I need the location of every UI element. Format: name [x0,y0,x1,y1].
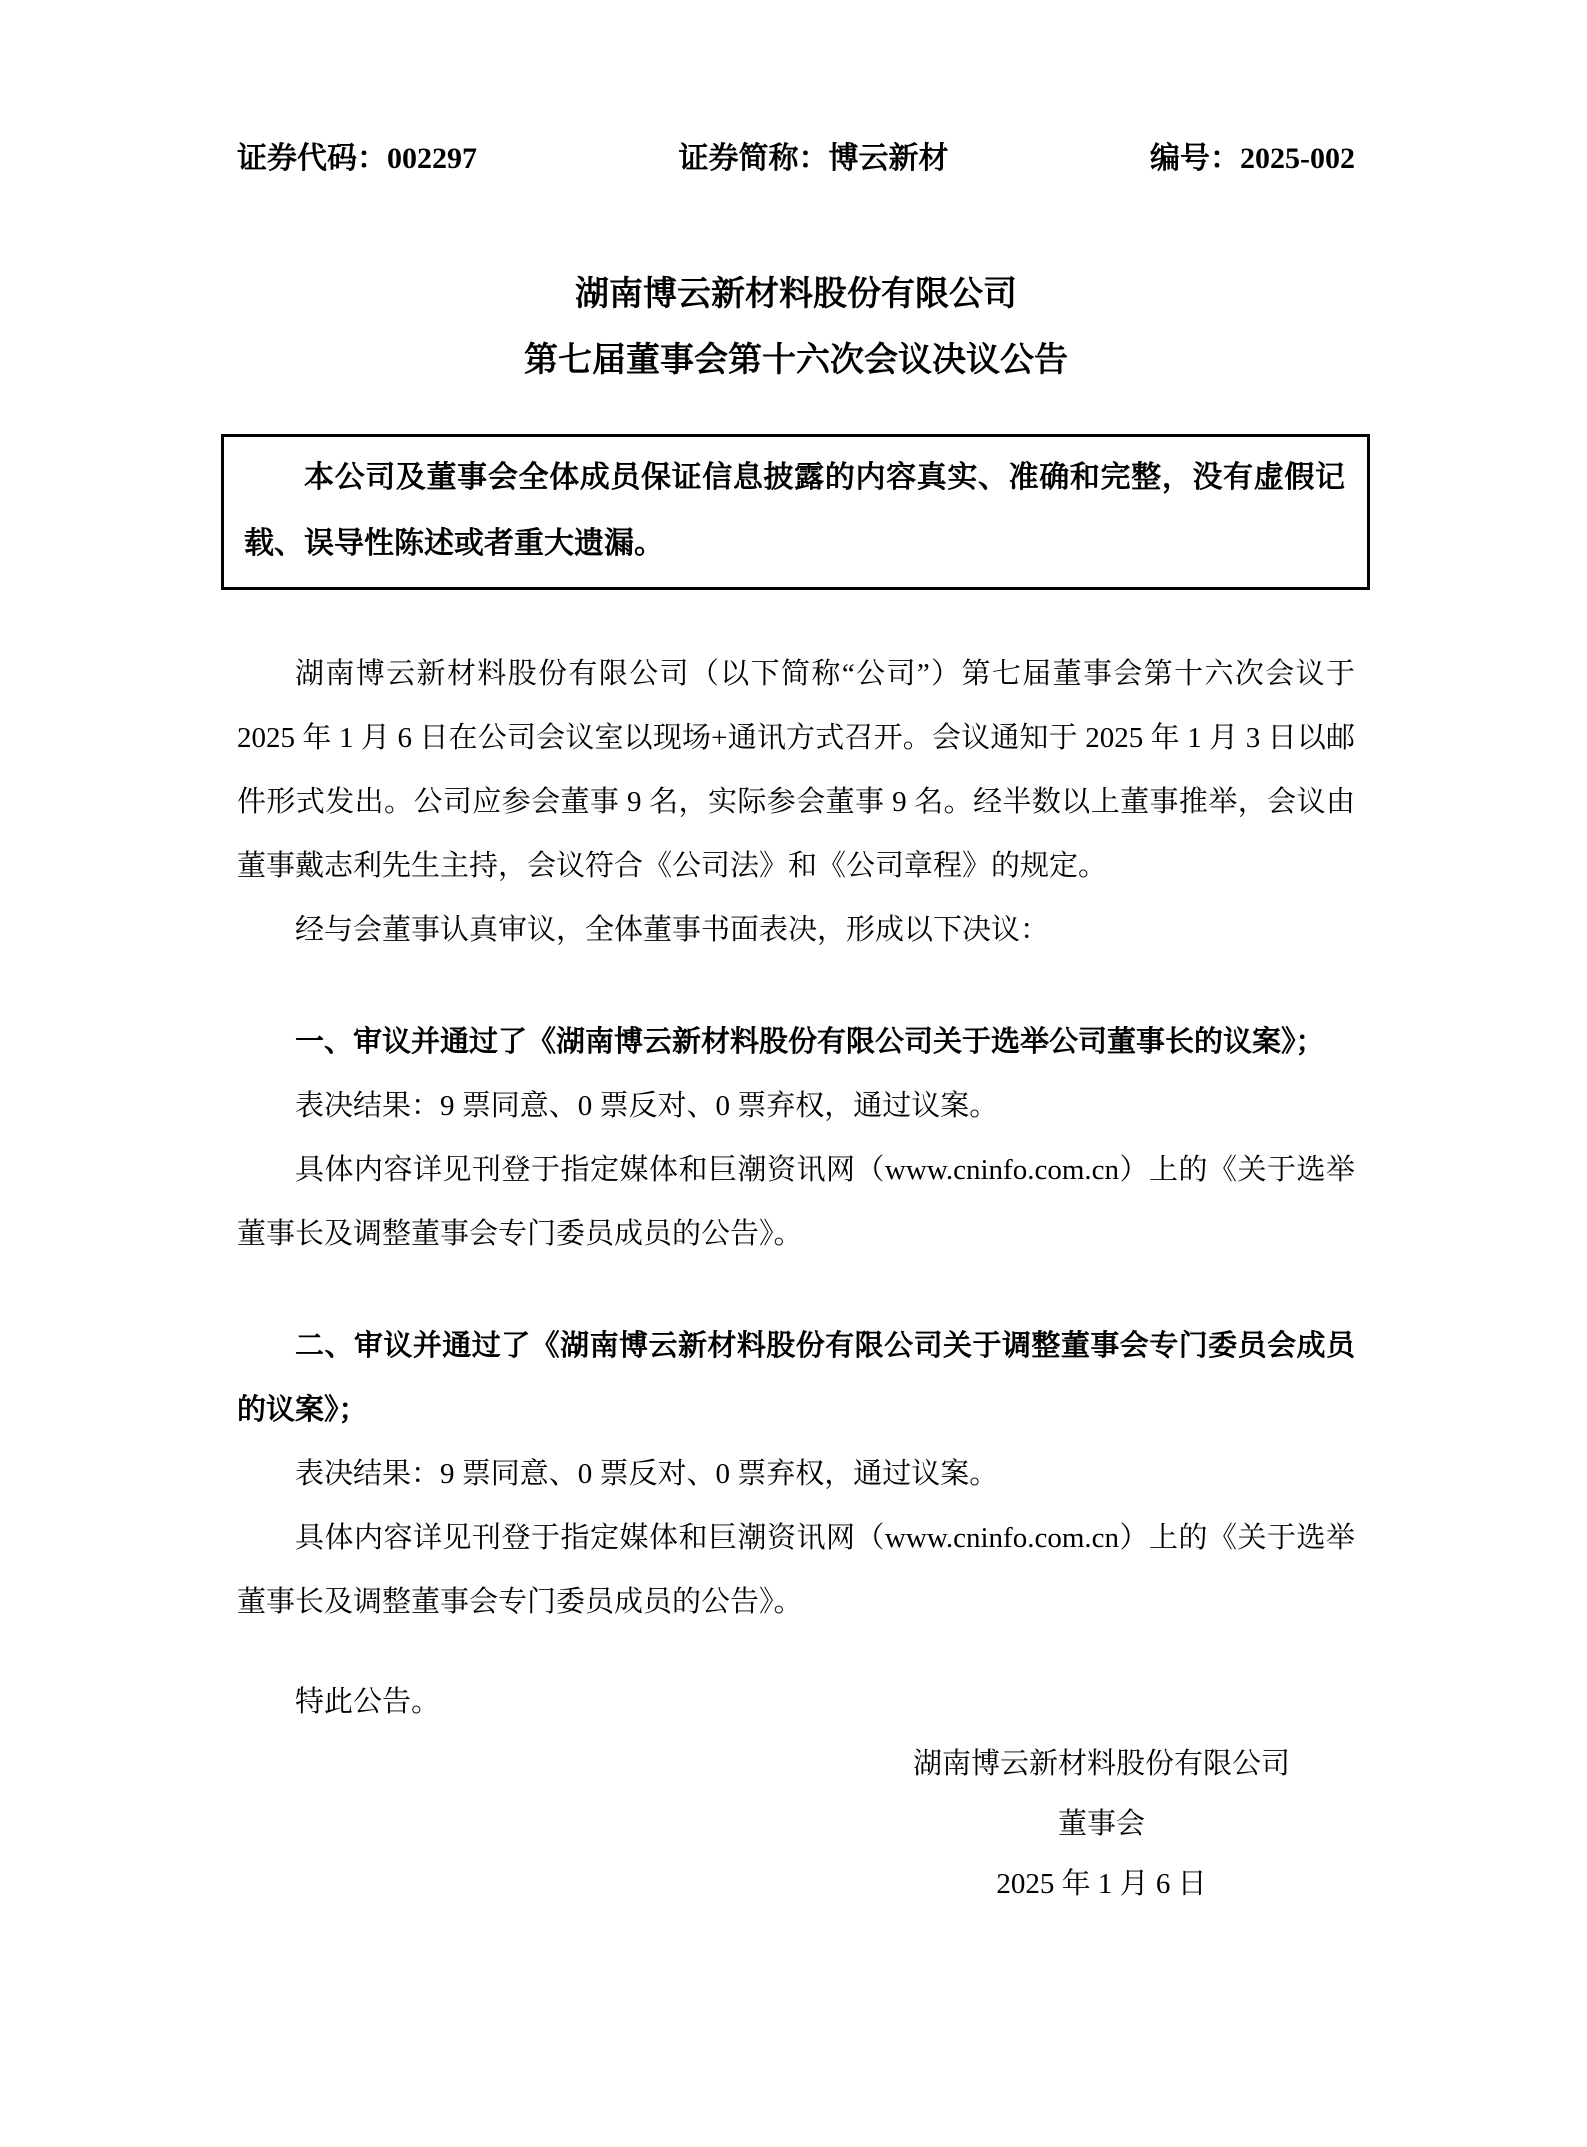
disclaimer-text: 本公司及董事会全体成员保证信息披露的内容真实、准确和完整，没有虚假记载、误导性陈述或者重大遗漏。 [244,461,1345,560]
resolution-1-detail: 具体内容详见刊登于指定媒体和巨潮资讯网（www.cninfo.com.cn）上的《关于选举董事长及调整董事会专门委员成员的公告》。 [237,1154,1355,1250]
resolution-1-vote-result: 表决结果：9 票同意、0 票反对、0 票弃权，通过议案。 [295,1090,999,1122]
resolution-2-heading: 二、审议并通过了《湖南博云新材料股份有限公司关于调整董事会专门委员会成员的议案》； [237,1330,1355,1426]
resolution-1 [237,1010,1355,1266]
closing-statement: 特此公告。 [295,1686,441,1718]
signature-date: 2025 年 1 月 6 日 [996,1868,1207,1900]
intro-paragraph: 湖南博云新材料股份有限公司（以下简称“公司”）第七届董事会第十六次会议于 2025 年 1 月 6 日在公司会议室以现场+通讯方式召开。会议通知于 2025 年 1 月 3 日以邮件形式发出。公司应参会董事 9 名，实际参会董事 9 名。经半数以上董事推举，会议由董事戴志利先生主持，会议符合《公司法》和《公司章程》的规定。 [237,658,1355,882]
stock-code: 证券代码：002297 [237,142,477,175]
signature-block [913,1734,1290,1914]
signature-company: 湖南博云新材料股份有限公司 [912,1748,1290,1780]
resolution-1-heading: 一、审议并通过了《湖南博云新材料股份有限公司关于选举公司董事长的议案》； [295,1026,1325,1058]
doc-number: 编号：2025-002 [1150,142,1355,175]
resolution-2-detail: 具体内容详见刊登于指定媒体和巨潮资讯网（www.cninfo.com.cn）上的《关于选举董事长及调整董事会专门委员成员的公告》。 [237,1522,1355,1618]
resolution-2 [237,1314,1355,1634]
signature-board: 董事会 [1057,1808,1145,1840]
disclaimer-box [221,434,1370,590]
document-title-block [237,262,1355,394]
document-header [237,138,1355,180]
resolution-2-vote-result: 表决结果：9 票同意、0 票反对、0 票弃权，通过议案。 [295,1458,999,1490]
stock-abbr: 证券简称：博云新材 [678,142,949,175]
company-title: 湖南博云新材料股份有限公司 [575,276,1017,313]
meeting-title: 第七届董事会第十六次会议决议公告 [524,342,1068,379]
review-paragraph: 经与会董事认真审议，全体董事书面表决，形成以下决议： [295,914,1050,946]
